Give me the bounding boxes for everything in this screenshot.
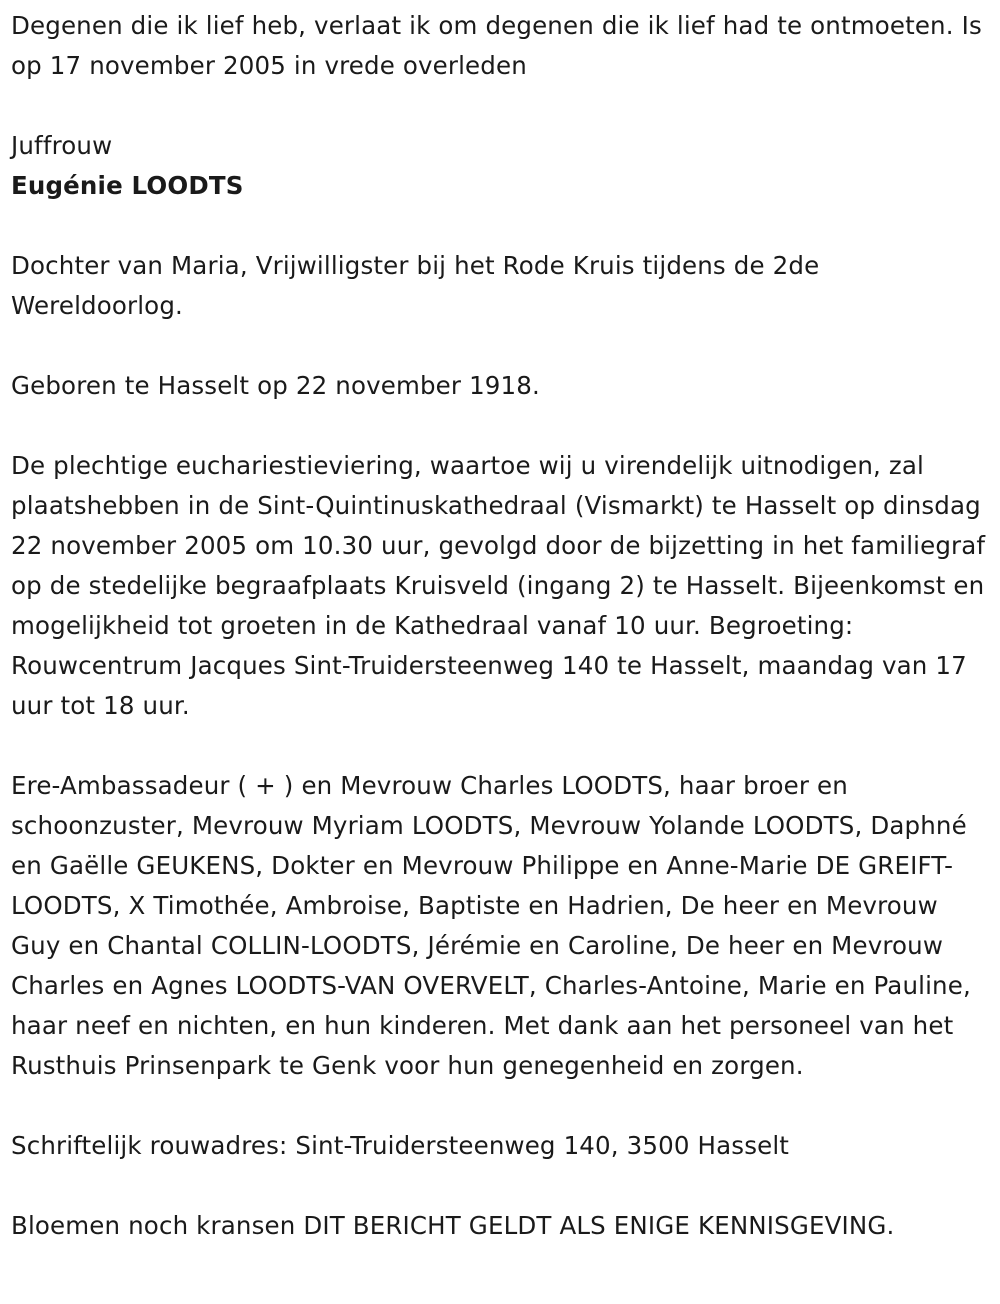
spacer bbox=[11, 1166, 991, 1206]
spacer bbox=[11, 326, 991, 366]
closing-text: Bloemen noch kransen DIT BERICHT GELDT ALS ENIGE KENNISGEVING. bbox=[11, 1211, 895, 1240]
address-text: Schriftelijk rouwadres: Sint-Truidersteenweg 140, 3500 Hasselt bbox=[11, 1131, 790, 1160]
spacer bbox=[11, 406, 991, 446]
spacer bbox=[11, 86, 991, 126]
opening-text: Degenen die ik lief heb, verlaat ik om degenen die ik lief had te ontmoeten. Is op 17 november 2005 in vrede overleden bbox=[11, 11, 982, 80]
obituary-notice bbox=[11, 6, 991, 1246]
spacer bbox=[11, 206, 991, 246]
ceremony-text: De plechtige euchariestieviering, waartoe wij u virendelijk uitnodigen, zal plaatshebben in de Sint-Quintinuskathedraal (Vismarkt) te Hasselt op dinsdag 22 november 2005 om 10.30 uur, gevolgd door de bijzetting in het familiegraf op de stedelijke begraafplaats Kruisveld (ingang 2) te Hasselt. Bijeenkomst en mogelijkheid tot groeten in de Kathedraal vanaf 10 uur. Begroeting: Rouwcentrum Jacques Sint-Truidersteenweg 140 te Hasselt, maandag van 17 uur tot 18 uur. bbox=[11, 451, 986, 720]
spacer bbox=[11, 1086, 991, 1126]
title-prefix: Juffrouw bbox=[11, 131, 113, 160]
family-text: Ere-Ambassadeur ( + ) en Mevrouw Charles LOODTS, haar broer en schoonzuster, Mevrouw Myriam LOODTS, Mevrouw Yolande LOODTS, Daphné en Gaëlle GEUKENS, Dokter en Mevrouw Philippe en Anne-Marie DE GREIFT-LOODTS, X Timothée, Ambroise, Baptiste en Hadrien, De heer en Mevrouw Guy en Chantal COLLIN-LOODTS, Jérémie en Caroline, De heer en Mevrouw Charles en Agnes LOODTS-VAN OVERVELT, Charles-Antoine, Marie en Pauline, haar neef en nichten, en hun kinderen. Met dank aan het personeel van het Rusthuis Prinsenpark te Genk voor hun genegenheid en zorgen. bbox=[11, 771, 971, 1080]
description-text: Dochter van Maria, Vrijwilligster bij het Rode Kruis tijdens de 2de Wereldoorlog. bbox=[11, 251, 820, 320]
deceased-name: Eugénie LOODTS bbox=[11, 171, 244, 200]
birth-text: Geboren te Hasselt op 22 november 1918. bbox=[11, 371, 540, 400]
spacer bbox=[11, 726, 991, 766]
